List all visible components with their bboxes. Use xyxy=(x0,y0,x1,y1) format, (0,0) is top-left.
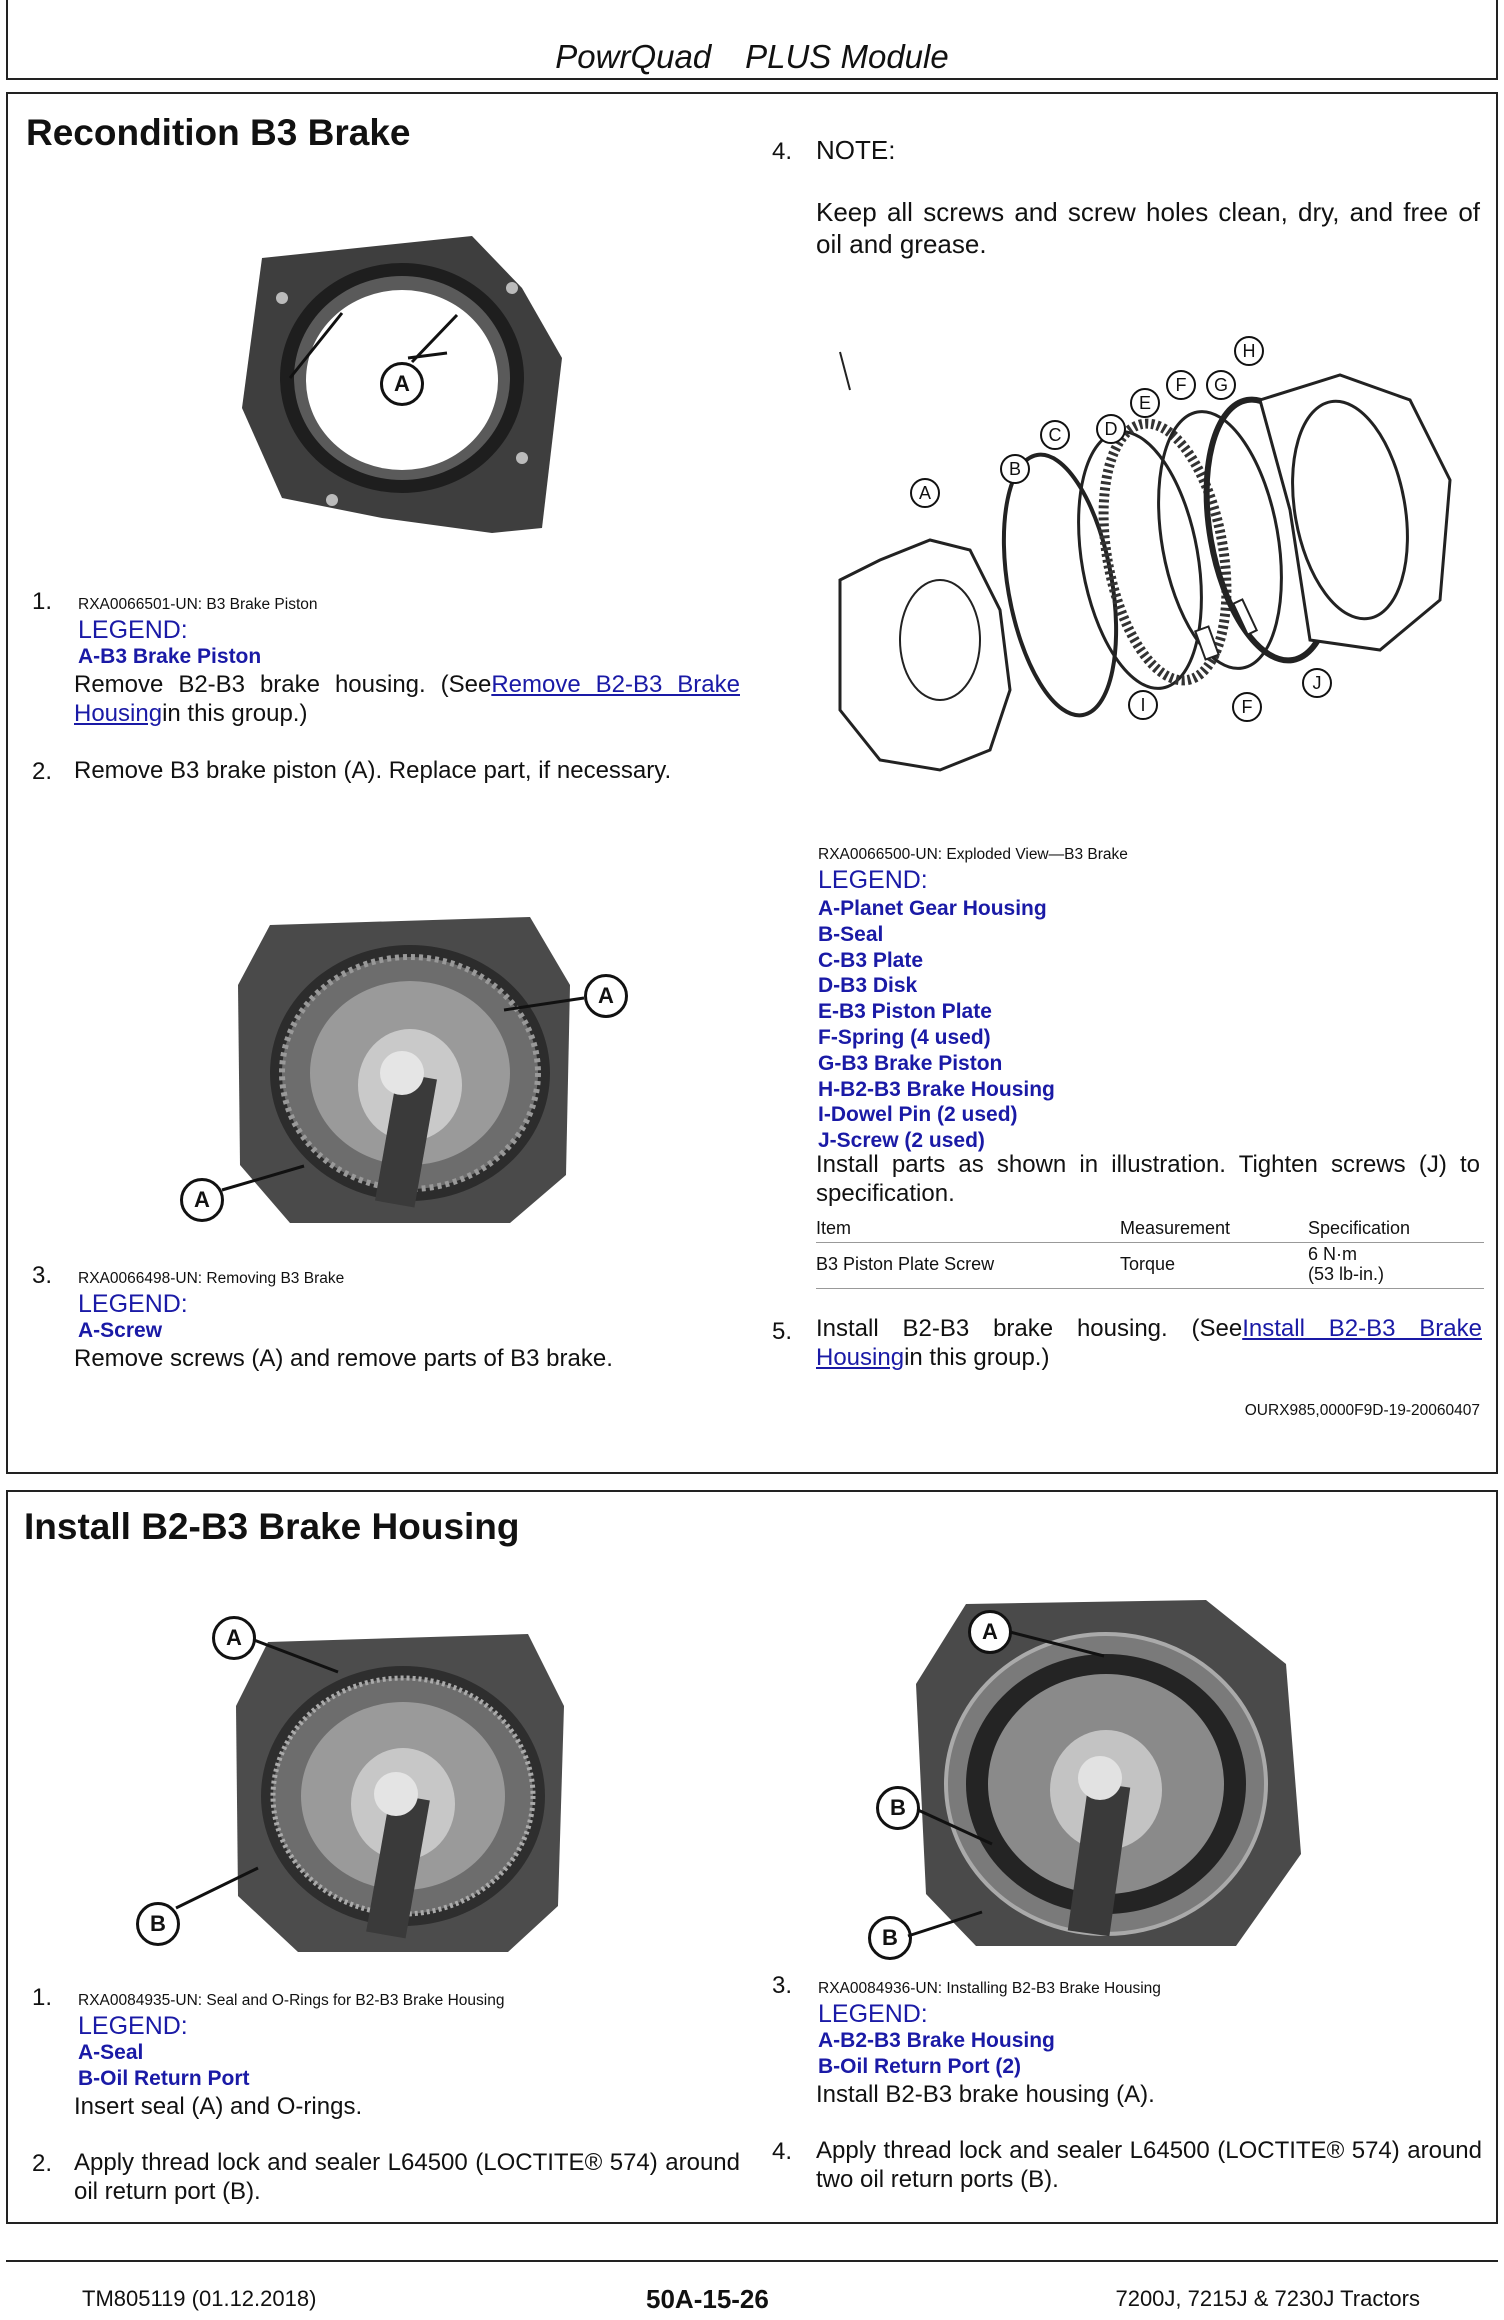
step-number: 1. xyxy=(32,1984,53,2011)
spec-cell-value-alt: (53 lb-in.) xyxy=(1308,1264,1385,1284)
legend-item: F-Spring (4 used) xyxy=(818,1025,991,1049)
legend-item: B-Seal xyxy=(818,922,884,946)
section-title: Recondition B3 Brake xyxy=(26,112,411,153)
footer-page-number: 50A-15-26 xyxy=(646,2284,769,2314)
callout-a-marker: A xyxy=(380,362,424,406)
step-number: 5. xyxy=(772,1318,793,1345)
legend-heading: LEGEND: xyxy=(78,1290,188,1318)
callout-f-marker: F xyxy=(1232,692,1262,722)
legend-item: J-Screw (2 used) xyxy=(818,1129,985,1153)
callout-b-marker: B xyxy=(876,1786,920,1830)
step-text-pre: Install B2-B3 brake housing. (See xyxy=(816,1315,1243,1342)
table-divider xyxy=(816,1242,1484,1243)
legend-heading: LEGEND: xyxy=(78,616,188,644)
leader-line xyxy=(916,1800,996,1850)
figure-caption: RXA0084936-UN: Installing B2-B3 Brake Housing xyxy=(818,1980,1161,1997)
legend-item: C-B3 Plate xyxy=(818,948,924,972)
legend-item: B-Oil Return Port (2) xyxy=(818,2055,1021,2078)
callout-i-marker: I xyxy=(1128,690,1158,720)
step-number: 2. xyxy=(32,758,53,785)
step-number: 3. xyxy=(32,1262,53,1289)
legend-item: G-B3 Brake Piston xyxy=(818,1051,1003,1075)
callout-b-marker: B xyxy=(868,1916,912,1960)
leader-line xyxy=(1008,1628,1108,1668)
spec-cell-value: 6 N·m xyxy=(1308,1244,1357,1264)
step-text: Install parts as shown in illustration. Tighten screws (J) to specification. xyxy=(816,1151,1480,1207)
footer-rule xyxy=(6,2260,1498,2262)
legend-item: B-Oil Return Port xyxy=(78,2067,250,2090)
step-number: 3. xyxy=(772,1972,793,1999)
install-housing-link[interactable]: Install B2-B3 Brake Housing xyxy=(816,1315,1482,1371)
step-number: 2. xyxy=(32,2150,53,2177)
document-id: OURX985,0000F9D-19-20060407 xyxy=(1244,1402,1480,1419)
step-text: Apply thread lock and sealer L64500 (LOCTITE® 574) around oil return port (B). xyxy=(74,2149,740,2205)
section-title: Install B2-B3 Brake Housing xyxy=(24,1506,520,1547)
step-text xyxy=(74,670,740,728)
leader-line xyxy=(402,310,462,370)
figure-caption: RXA0066498-UN: Removing B3 Brake xyxy=(78,1270,345,1287)
callout-b-marker: B xyxy=(136,1902,180,1946)
leader-line xyxy=(906,1906,986,1946)
step-text: Remove B3 brake piston (A). Replace part, if necessary. xyxy=(74,757,672,784)
legend-item: A-B2-B3 Brake Housing xyxy=(818,2029,1055,2052)
legend-heading: LEGEND: xyxy=(78,2012,188,2040)
step-text-pre: Remove B2-B3 brake housing. (See xyxy=(74,671,492,698)
callout-b-marker: B xyxy=(1000,454,1030,484)
leader-line xyxy=(500,980,590,1020)
step-text: Install B2-B3 brake housing (A). xyxy=(816,2081,1155,2108)
callout-d-marker: D xyxy=(1096,414,1126,444)
callout-a-marker: A xyxy=(584,974,628,1018)
figure-caption: RXA0066500-UN: Exploded View—B3 Brake xyxy=(818,846,1128,863)
callout-a-marker: A xyxy=(910,478,940,508)
legend-item: A-Planet Gear Housing xyxy=(818,897,1047,920)
callout-a-marker: A xyxy=(212,1616,256,1660)
spec-cell-item: B3 Piston Plate Screw xyxy=(816,1254,995,1274)
legend-item: H-B2-B3 Brake Housing xyxy=(818,1077,1055,1101)
callout-e-marker: E xyxy=(1130,388,1160,418)
step-number: 4. xyxy=(772,138,793,165)
step-text xyxy=(816,1314,1482,1372)
step-number: 4. xyxy=(772,2138,793,2165)
callout-j-marker: J xyxy=(1302,668,1332,698)
legend-heading: LEGEND: xyxy=(818,2000,928,2028)
step-number: 1. xyxy=(32,588,53,615)
figure-caption: RXA0066501-UN: B3 Brake Piston xyxy=(78,596,318,613)
callout-a-marker: A xyxy=(180,1178,224,1222)
callout-c-marker: C xyxy=(1040,420,1070,450)
legend-item: A-Screw xyxy=(78,1319,163,1342)
footer-doc-number: TM805119 (01.12.2018) xyxy=(82,2286,317,2311)
legend-item: D-B3 Disk xyxy=(818,974,918,998)
remove-housing-link[interactable]: Remove B2-B3 Brake Housing xyxy=(74,671,740,727)
spec-header-item: Item xyxy=(816,1218,852,1238)
table-divider xyxy=(816,1288,1484,1289)
callout-h-marker: H xyxy=(1234,336,1264,366)
step-text: Insert seal (A) and O-rings. xyxy=(74,2093,363,2120)
step-text: Apply thread lock and sealer L64500 (LOCTITE® 574) around two oil return ports (B). xyxy=(816,2137,1482,2193)
callout-f-marker: F xyxy=(1166,370,1196,400)
step-text-post: in this group.) xyxy=(904,1344,1050,1371)
note-text: Keep all screws and screw holes clean, dry, and free of oil and grease. xyxy=(816,197,1480,259)
callout-a-marker: A xyxy=(968,1610,1012,1654)
legend-item: A-B3 Brake Piston xyxy=(78,645,262,668)
spec-header-measurement: Measurement xyxy=(1120,1218,1231,1238)
note-label: NOTE: xyxy=(816,135,896,165)
leader-line xyxy=(172,1864,262,1914)
leader-line xyxy=(218,1160,308,1200)
step-text-post: in this group.) xyxy=(162,700,308,727)
legend-item: A-Seal xyxy=(78,2041,144,2064)
legend-item: E-B3 Piston Plate xyxy=(818,1000,992,1024)
legend-list xyxy=(818,896,1055,1154)
page-header-title: PowrQuad  PLUS Module xyxy=(555,38,949,75)
callout-g-marker: G xyxy=(1206,370,1236,400)
figure-caption: RXA0084935-UN: Seal and O-Rings for B2-B3 Brake Housing xyxy=(78,1992,505,2009)
footer-model: 7200J, 7215J & 7230J Tractors xyxy=(1115,2286,1420,2311)
spec-header-specification: Specification xyxy=(1308,1218,1411,1238)
step-text: Remove screws (A) and remove parts of B3 brake. xyxy=(74,1345,613,1372)
legend-heading: LEGEND: xyxy=(818,866,928,894)
legend-item: I-Dowel Pin (2 used) xyxy=(818,1103,1018,1127)
leader-line xyxy=(252,1636,342,1676)
spec-cell-measurement: Torque xyxy=(1120,1254,1176,1274)
